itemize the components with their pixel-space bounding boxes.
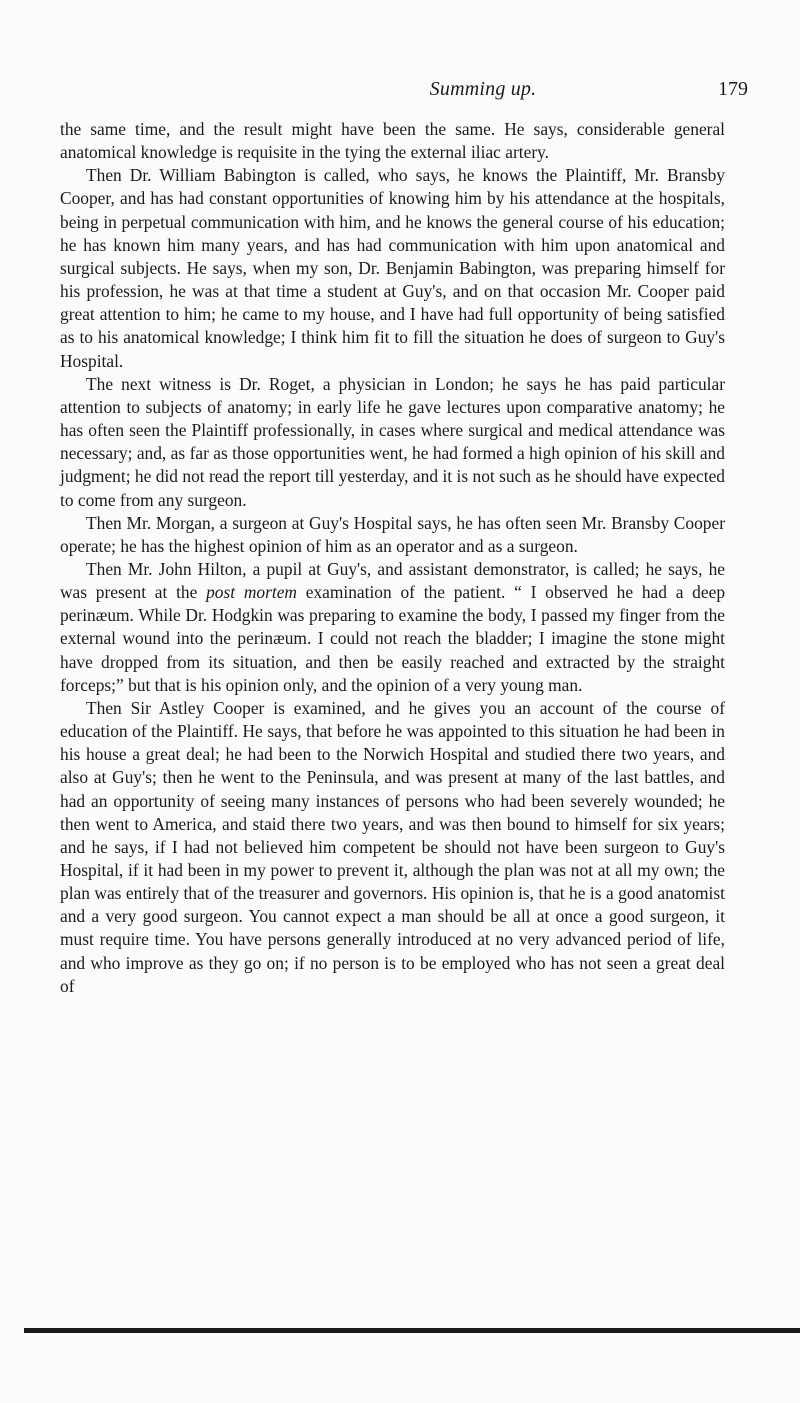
paragraph-hilton — [60, 558, 725, 697]
page-bottom-rule — [24, 1328, 800, 1333]
paragraph-1: the same time, and the result might have been the same. He says, considerable general anatomical knowledge is requisite in the tying the external iliac artery. — [60, 119, 725, 163]
paragraph-hilton-part-1: Then Mr. John Hilton, a pupil at Guy's, and assistant demonstrator, is called; he says, he was present at the — [60, 558, 725, 603]
paragraph-morgan: Then Mr. Morgan, a surgeon at Guy's Hospital says, he has often seen Mr. Bransby Cooper operate; he has the highest opinion of him as an operator and as a surgeon. — [60, 512, 725, 556]
page-number: 179 — [718, 78, 748, 100]
paragraph-astley-cooper: Then Sir Astley Cooper is examined, and he gives you an account of the course of education of the Plaintiff. He says, that before he was appointed to this situation he had been in his house a great deal; he had been to the Norwich Hospital and studied there two years, and also at Guy's; then he went to the Peninsula, and was present at many of the last battles, and had an opportunity of seeing many instances of persons who had been severely wounded; he then went to America, and staid there two years, and was then bound to himself for six years; and he says, if I had not believed him competent be should not have been surgeon to Guy's Hospital, if it had been in my power to prevent it, although the plan was not at all my own; the plan was entirely that of the treasurer and governors. His opinion is, that he is a good anatomist and a very good surgeon. You cannot expect a man should be all at once a good surgeon, it must require time. You have persons generally introduced at no very advanced period of life, and who improve as they go on; if no person is to be employed who has not seen a great deal of — [60, 697, 725, 996]
paragraph-hilton-part-2: examination of the patient. “ I observed he had a deep perinæum. While Dr. Hodgkin was preparing to examine the body, I passed my finger from the external wound into the perinæum. I could not reach the bladder; I imagine the stone might have dropped from its situation, and then be easily reached and extracted by the straight forceps;” but that is his opinion only, and the opinion of a very young man. — [60, 582, 726, 695]
paragraph-babington: Then Dr. William Babington is called, who says, he knows the Plaintiff, Mr. Bransby Cooper, and has had constant opportunities of knowing him by his attendance at the hospitals, being in perpetual communication with him, and he knows the general course of his education; he has known him many years, and has had communication with him upon anatomical and surgical subjects. He says, when my son, Dr. Benjamin Babington, was preparing himself for his profession, he was at that time a student at Guy's, and on that occasion Mr. Cooper paid great attention to him; he came to my house, and I have had full opportunity of being satisfied as to his anatomical knowledge; I think him fit to fill the situation he does of surgeon to Guy's Hospital. — [60, 165, 725, 371]
body-text — [60, 118, 725, 998]
running-head — [218, 78, 748, 108]
paragraph-hilton-italic: post mortem — [206, 582, 297, 603]
paragraph-roget: The next witness is Dr. Roget, a physician in London; he says he has paid particular attention to subjects of anatomy; in early life he gave lectures upon comparative anatomy; he has often seen the Plaintiff professionally, in cases where surgical and medical attendance was necessary; and, as far as those opportunities went, he had formed a high opinion of his skill and judgment; he did not read the report till yesterday, and it is not such as he should have expected to come from any surgeon. — [60, 373, 725, 510]
running-title: Summing up. — [429, 78, 537, 100]
